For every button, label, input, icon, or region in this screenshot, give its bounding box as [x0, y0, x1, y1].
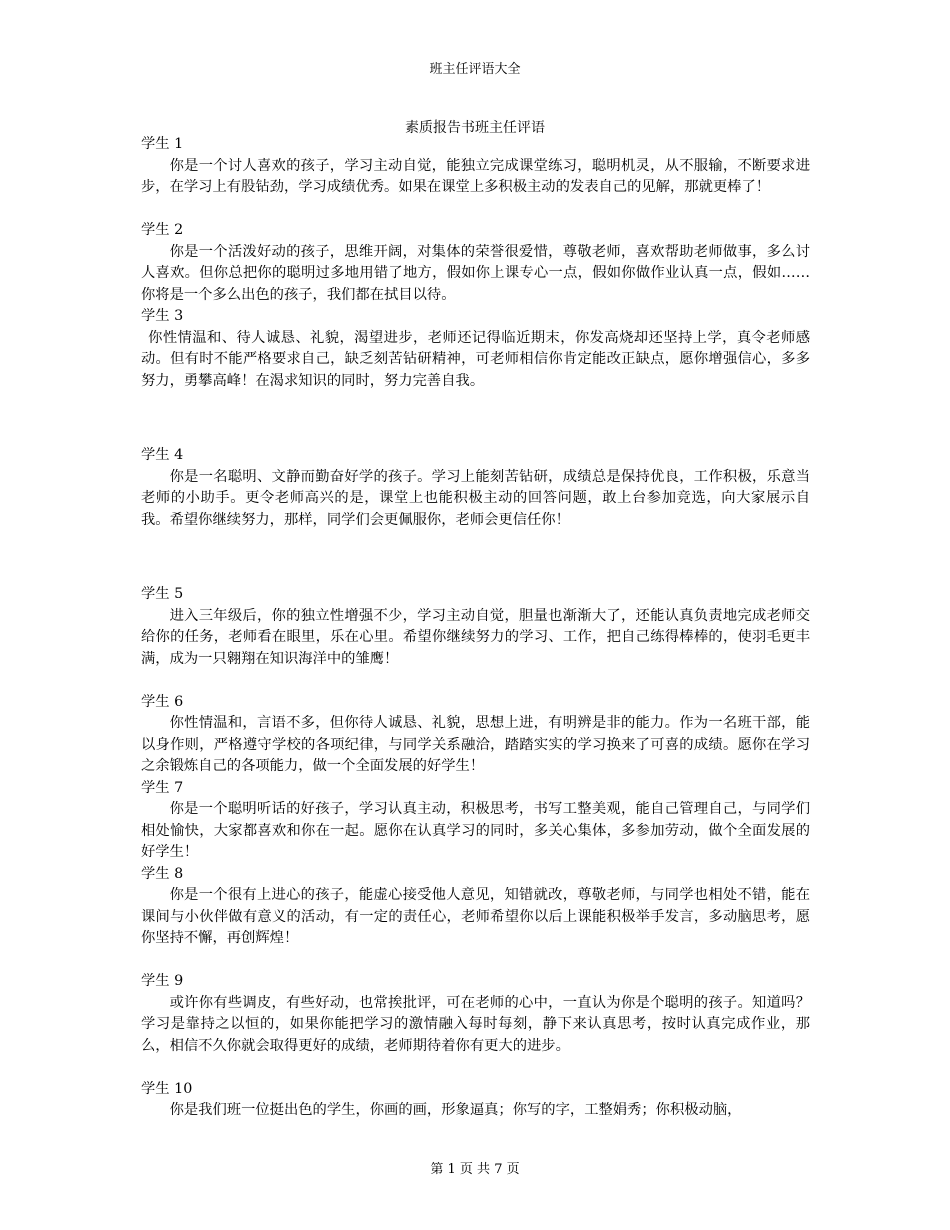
student-entry — [141, 306, 810, 392]
student-entry — [141, 778, 810, 864]
student-label: 学生 3 — [141, 308, 184, 324]
student-entry — [141, 134, 810, 199]
student-entry — [141, 1079, 810, 1122]
student-label: 学生 5 — [141, 586, 184, 602]
student-entry — [141, 971, 810, 1057]
spacer — [141, 199, 810, 221]
student-label: 学生 8 — [141, 865, 184, 882]
page-number-footer: 第 1 页 共 7 页 — [430, 1162, 520, 1177]
running-header: 班主任评语大全 — [429, 62, 521, 77]
spacer — [141, 670, 810, 692]
student-entry — [141, 584, 810, 670]
document-title: 素质报告书班主任评语 — [405, 120, 545, 136]
student-comment: 你是一个很有上进心的孩子，能虚心接受他人意见，知错就改，尊敬老师，与同学也相处不错，能在课间与小伙伴做有意义的活动，有一定的责任心，老师希望你以后上课能积极举手发言，多动脑思考，愿你坚持不懈，再创辉煌！ — [141, 887, 810, 946]
student-comment: 你性情温和，言语不多，但你待人诚恳、礼貌，思想上进，有明辨是非的能力。作为一名班干部，能以身作则，严格遵守学校的各项纪律，与同学关系融洽，踏踏实实的学习换来了可喜的成绩。愿你在学习之余锻炼自己的各项能力，做一个全面发展的好学生！ — [141, 715, 810, 774]
spacer — [141, 392, 810, 445]
student-label: 学生 10 — [141, 1080, 193, 1097]
document-body — [141, 134, 810, 1122]
student-label: 学生 2 — [141, 222, 184, 238]
spacer — [141, 950, 810, 972]
spacer — [141, 531, 810, 584]
student-label: 学生 4 — [141, 447, 184, 463]
student-comment: 你是一个讨人喜欢的孩子，学习主动自觉，能独立完成课堂练习，聪明机灵，从不服输，不断要求进步，在学习上有股钻劲，学习成绩优秀。如果在课堂上多积极主动的发表自己的见解，那就更棒了！ — [141, 157, 810, 195]
student-label: 学生 9 — [141, 973, 184, 989]
student-entry — [141, 864, 810, 950]
student-label: 学生 1 — [141, 136, 184, 152]
student-label: 学生 7 — [141, 779, 184, 796]
student-comment: 进入三年级后，你的独立性增强不少，学习主动自觉，胆量也渐渐大了，还能认真负责地完成老师交给你的任务，老师看在眼里，乐在心里。希望你继续努力的学习、工作，把自己练得棒棒的，使羽毛更丰满，成为一只翱翔在知识海洋中的雏鹰！ — [141, 607, 810, 667]
spacer — [141, 1057, 810, 1079]
student-comment: 或许你有些调皮，有些好动，也常挨批评，可在老师的心中，一直认为你是个聪明的孩子。知道吗？学习是靠持之以恒的，如果你能把学习的激情融入每时每刻，静下来认真思考，按时认真完成作业，那么，相信不久你就会取得更好的成绩，老师期待着你有更大的进步。 — [141, 994, 810, 1054]
student-comment: 你是一名聪明、文静而勤奋好学的孩子。学习上能刻苦钻研，成绩总是保持优良，工作积极，乐意当老师的小助手。更令老师高兴的是，课堂上也能积极主动的回答问题，敢上台参加竞选，向大家展示自我。希望你继续努力，那样，同学们会更佩服你，老师会更信任你！ — [141, 468, 810, 528]
student-comment: 你是我们班一位挺出色的学生，你画的画，形象逼真；你写的字，工整娟秀；你积极动脑， — [169, 1102, 742, 1118]
student-comment: 你是一个聪明听话的好孩子，学习认真主动，积极思考，书写工整美观，能自己管理自己，与同学们相处愉快，大家都喜欢和你在一起。愿你在认真学习的同时，多关心集体，多参加劳动，做个全面发展的好学生！ — [141, 801, 810, 860]
student-comment: 你是一个活泼好动的孩子，思维开阔，对集体的荣誉很爱惜，尊敬老师，喜欢帮助老师做事，多么讨人喜欢。但你总把你的聪明过多地用错了地方，假如你上课专心一点，假如你做作业认真一点，假如……你将是一个多么出色的孩子，我们都在拭目以待。 — [141, 243, 810, 303]
student-label: 学生 6 — [141, 693, 184, 710]
student-entry — [141, 445, 810, 531]
student-entry — [141, 220, 810, 306]
student-comment: 你性情温和、待人诚恳、礼貌，渴望进步，老师还记得临近期末，你发高烧却还坚持上学，真令老师感动。但有时不能严格要求自己，缺乏刻苦钻研精神，可老师相信你肯定能改正缺点，愿你增强信心，多多努力，勇攀高峰！在渴求知识的同时，努力完善自我。 — [141, 329, 810, 389]
student-entry — [141, 692, 810, 778]
